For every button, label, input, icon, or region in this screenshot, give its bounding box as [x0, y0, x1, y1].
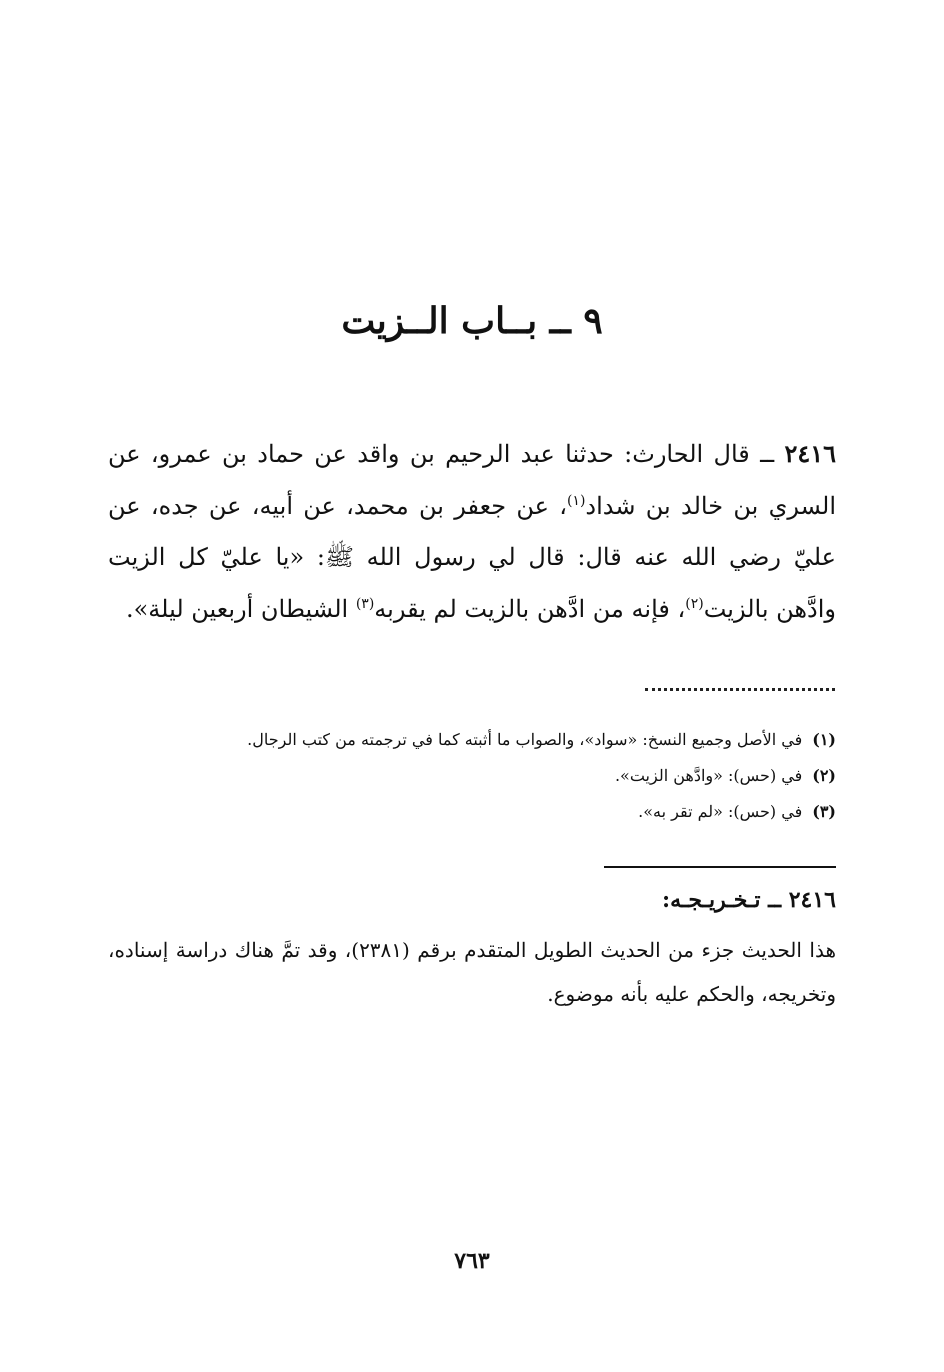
hadith-segment-2: ، عن جعفر بن محمد، عن أبيه، عن جده، عن عليّ رضي الله عنه قال: قال لي رسول الله ﷺ: «يا عليّ كل الزيت وادَّهن بالزيت [108, 491, 836, 623]
takhrij-heading: ٢٤١٦ ــ تـخـريـجـه: [662, 887, 836, 913]
takhrij-body: هذا الحديث جزء من الحديث الطويل المتقدم برقم (٢٣٨١)، وقد تمَّ هناك دراسة إسناده، وتخريجه، والحكم عليه بأنه موضوع. [108, 938, 836, 1006]
page-number: ٧٦٣ [454, 1248, 490, 1274]
footnote-ref-3[interactable]: (٣) [355, 595, 375, 612]
footnote-number: (٣) [812, 802, 836, 821]
section-divider [604, 866, 836, 868]
footnote-number: (١) [812, 730, 836, 749]
hadith-segment-3: ، فإنه من ادَّهن بالزيت لم يقربه [374, 594, 686, 623]
footnote-item [108, 794, 836, 830]
footnote-text: في (حس): «لم تقر به». [638, 802, 803, 821]
footnote-text: في الأصل وجميع النسخ: «سواد»، والصواب ما أثبته كما في ترجمته من كتب الرجال. [247, 730, 803, 749]
hadith-segment-1: قال الحارث: حدثنا عبد الرحيم بن واقد عن حماد بن عمرو، عن السري بن خالد بن شداد [108, 440, 836, 520]
footnote-number: (٢) [812, 766, 836, 785]
hadith-segment-4: الشيطان أربعين ليلة». [125, 594, 356, 623]
footnote-ref-2[interactable]: (٢) [685, 595, 704, 612]
hadith-text [108, 428, 836, 635]
footnote-text: في (حس): «وادَّهن الزيت». [614, 766, 803, 785]
footnote-item [108, 722, 836, 758]
footnote-ref-1[interactable]: (١) [566, 492, 586, 509]
footnotes-list [108, 722, 836, 830]
chapter-title: ٩ ــ بــاب الــزيت [341, 300, 603, 342]
hadith-dash: ــ [749, 440, 785, 468]
footnote-separator [645, 688, 835, 697]
hadith-number: ٢٤١٦ [784, 439, 837, 468]
footnote-item [108, 758, 836, 794]
